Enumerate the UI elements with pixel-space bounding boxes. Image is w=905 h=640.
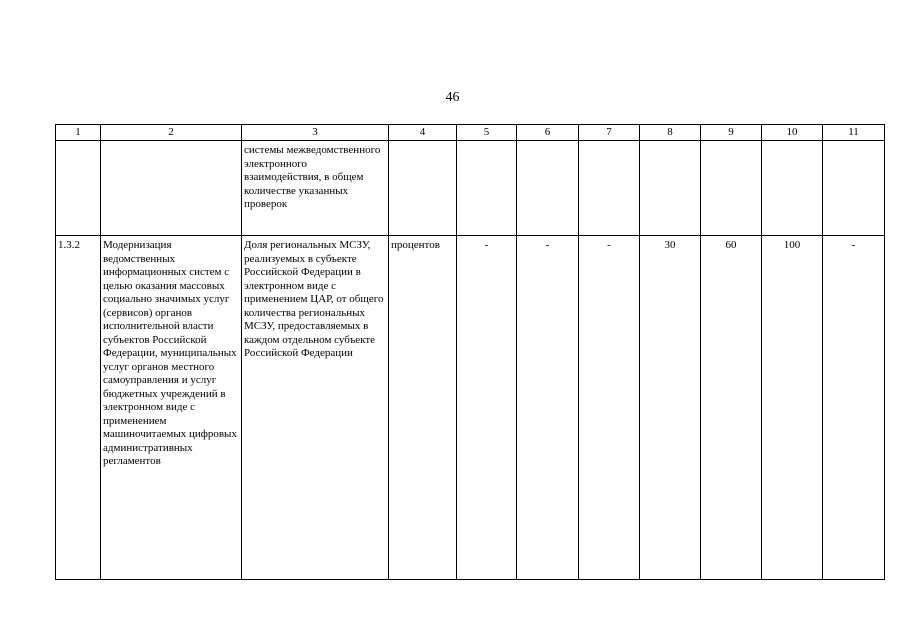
cell-col8 (640, 141, 701, 236)
header-cell-3: 3 (242, 125, 389, 141)
cell-col5 (457, 141, 517, 236)
header-cell-11: 11 (823, 125, 885, 141)
cell-unit (389, 141, 457, 236)
header-cell-4: 4 (389, 125, 457, 141)
header-cell-5: 5 (457, 125, 517, 141)
cell-col7: - (579, 236, 640, 580)
cell-indicator: системы межведомственного электронного взаимодействия, в общем количестве указанных проверок (242, 141, 389, 236)
cell-name: Модернизация ведомственных информационных систем с целью оказания массовых социально значимых услуг (сервисов) органов исполнительной власти субъектов Российской Федерации, муниципальных услуг органов местного самоуправления и услуг бюджетных учреждений в электронном виде с применением машиночитаемых цифровых административных регламентов (101, 236, 242, 580)
page-number: 46 (445, 90, 460, 105)
cell-col11: - (823, 236, 885, 580)
header-cell-9: 9 (701, 125, 762, 141)
cell-col6: - (517, 236, 579, 580)
table-row-1-3-2 (56, 236, 885, 580)
indicators-table (55, 124, 885, 580)
cell-col7 (579, 141, 640, 236)
cell-number (56, 141, 101, 236)
header-cell-8: 8 (640, 125, 701, 141)
cell-col9: 60 (701, 236, 762, 580)
table-row-continued (56, 141, 885, 236)
cell-name (101, 141, 242, 236)
cell-col10: 100 (762, 236, 823, 580)
cell-col6 (517, 141, 579, 236)
cell-col11 (823, 141, 885, 236)
cell-col8: 30 (640, 236, 701, 580)
table-header-row (56, 125, 885, 141)
header-cell-2: 2 (101, 125, 242, 141)
header-cell-10: 10 (762, 125, 823, 141)
header-cell-6: 6 (517, 125, 579, 141)
cell-indicator: Доля региональных МСЗУ, реализуемых в субъекте Российской Федерации в электронном виде с применением ЦАР, от общего количества региональных МСЗУ, предоставляемых в каждом отдельном субъекте Российской Федерации (242, 236, 389, 580)
cell-col9 (701, 141, 762, 236)
cell-col5: - (457, 236, 517, 580)
cell-col10 (762, 141, 823, 236)
header-cell-7: 7 (579, 125, 640, 141)
header-cell-1: 1 (56, 125, 101, 141)
cell-number: 1.3.2 (56, 236, 101, 580)
cell-unit: процентов (389, 236, 457, 580)
